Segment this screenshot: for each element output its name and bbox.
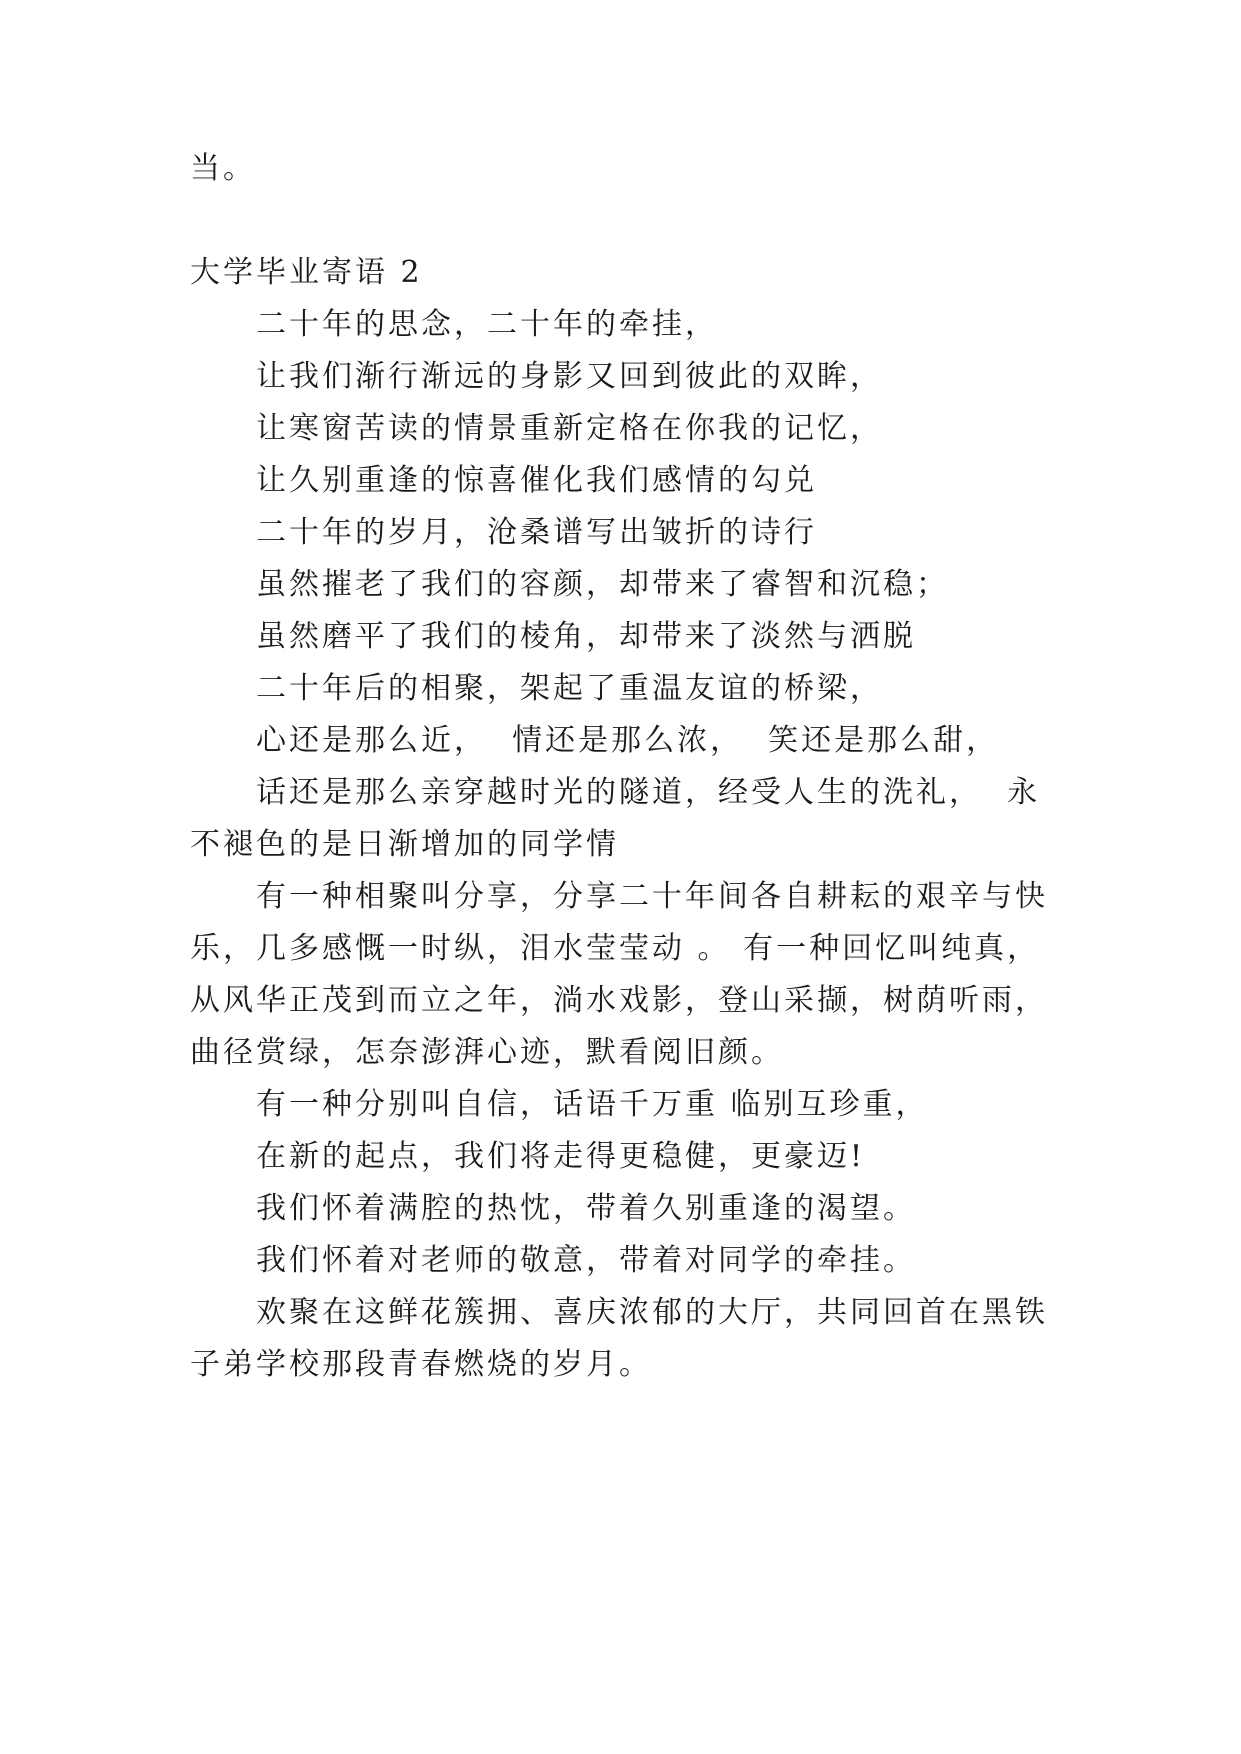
- paragraph-line: 我们怀着对老师的敬意，带着对同学的牵挂。: [256, 1243, 916, 1278]
- lead-fragment: 当。: [190, 151, 256, 186]
- paragraph-line: 让我们渐行渐远的身影又回到彼此的双眸，: [256, 359, 883, 394]
- paragraph-line: 欢聚在这鲜花簇拥、喜庆浓郁的大厅，共同回首在黑铁: [256, 1295, 1048, 1330]
- paragraph-line: 话还是那么亲穿越时光的隧道，经受人生的洗礼， 永: [256, 775, 1041, 810]
- paragraph-line: 有一种相聚叫分享，分享二十年间各自耕耘的艰辛与快: [256, 879, 1048, 914]
- paragraph-line: 子弟学校那段青春燃烧的岁月。: [190, 1347, 652, 1382]
- paragraph-line: 我们怀着满腔的热忱，带着久别重逢的渴望。: [256, 1191, 916, 1226]
- paragraph-line: 虽然摧老了我们的容颜，却带来了睿智和沉稳；: [256, 567, 949, 602]
- section-title: 大学毕业寄语 2: [190, 255, 423, 290]
- paragraph-line: 曲径赏绿，怎奈澎湃心迹，默看阅旧颜。: [190, 1035, 784, 1070]
- paragraph-line: 虽然磨平了我们的棱角，却带来了淡然与洒脱: [256, 619, 916, 654]
- paragraph-line: 不褪色的是日渐增加的同学情: [190, 827, 619, 862]
- paragraph-line: 让久别重逢的惊喜催化我们感情的勾兑: [256, 463, 817, 498]
- paragraph-line: 二十年后的相聚，架起了重温友谊的桥梁，: [256, 671, 883, 706]
- paragraph-line: 乐，几多感慨一时纵，泪水莹莹动 。 有一种回忆叫纯真，: [190, 931, 1041, 966]
- paragraph-line: 从风华正茂到而立之年，淌水戏影，登山采撷，树荫听雨，: [190, 983, 1048, 1018]
- paragraph-line: 心还是那么近， 情还是那么浓， 笑还是那么甜，: [256, 723, 1000, 758]
- paragraph-line: 有一种分别叫自信，话语千万重 临别互珍重，: [256, 1087, 929, 1122]
- paragraph-line: 二十年的思念，二十年的牵挂，: [256, 307, 718, 342]
- paragraph-line: 让寒窗苦读的情景重新定格在你我的记忆，: [256, 411, 883, 446]
- paragraph-line: 在新的起点，我们将走得更稳健，更豪迈!: [256, 1139, 866, 1174]
- paragraph-line: 二十年的岁月，沧桑谱写出皱折的诗行: [256, 515, 817, 550]
